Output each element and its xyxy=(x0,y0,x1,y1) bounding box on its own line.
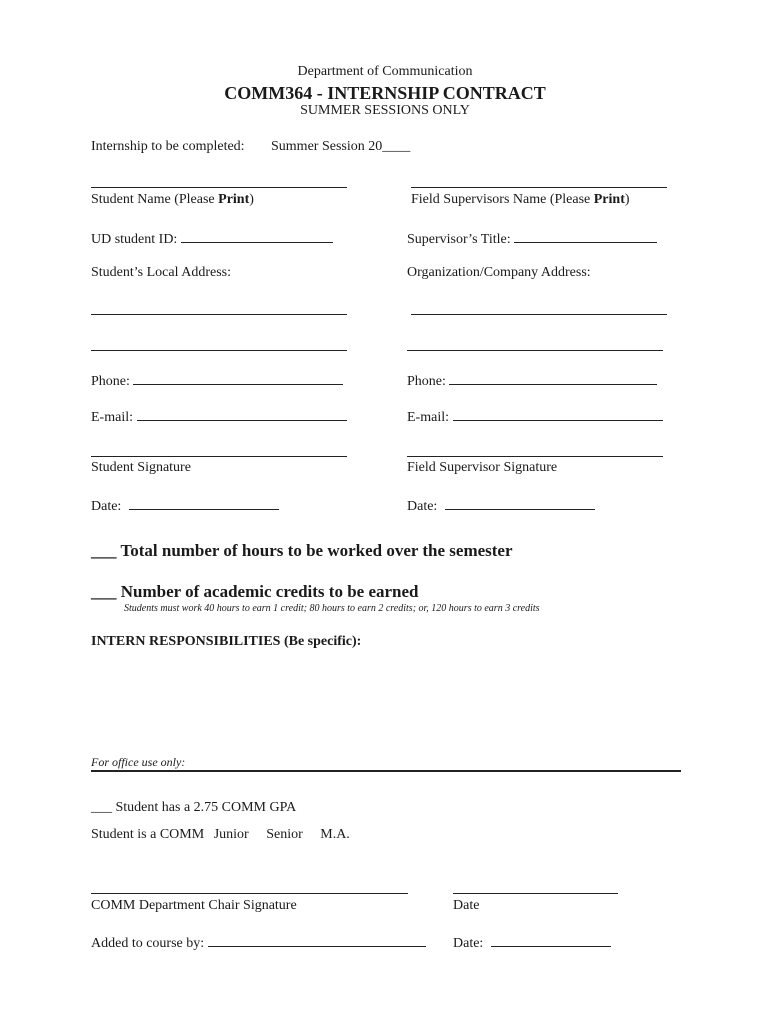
supervisor-date-field[interactable] xyxy=(445,496,595,510)
supervisor-name-line[interactable] xyxy=(411,187,667,188)
chair-date-label: Date xyxy=(453,898,480,913)
student-signature-line[interactable] xyxy=(91,456,347,457)
student-date-row xyxy=(91,496,279,515)
supervisor-phone-row xyxy=(407,371,657,390)
form-title: COMM364 - INTERNSHIP CONTRACT xyxy=(224,83,546,103)
supervisor-email-field[interactable] xyxy=(453,407,663,421)
chair-date-line[interactable] xyxy=(453,893,618,894)
form-subtitle: SUMMER SESSIONS ONLY xyxy=(300,103,470,118)
supervisor-date-row xyxy=(407,496,595,515)
student-id-field[interactable] xyxy=(181,229,333,243)
status-option-junior[interactable]: Junior xyxy=(213,827,249,842)
supervisor-title-label: Supervisor’s Title: xyxy=(407,232,511,247)
status-label: Student is a COMM xyxy=(91,827,205,842)
student-phone-label: Phone: xyxy=(91,374,130,389)
student-id-label: UD student ID: xyxy=(91,232,178,247)
organization-address-line-1[interactable] xyxy=(411,314,667,315)
student-id-row xyxy=(91,229,333,248)
supervisor-email-row xyxy=(407,407,663,426)
added-by-field[interactable] xyxy=(208,933,426,947)
supervisor-title-row xyxy=(407,229,657,248)
supervisor-phone-label: Phone: xyxy=(407,374,446,389)
student-phone-field[interactable] xyxy=(133,371,343,385)
credits-note: Students must work 40 hours to earn 1 credit; 80 hours to earn 2 credits; or, 120 hours to earn 3 credits xyxy=(124,603,540,614)
supervisor-signature-line[interactable] xyxy=(407,456,663,457)
student-date-label: Date: xyxy=(91,499,122,514)
office-use-label: For office use only: xyxy=(91,755,186,769)
gpa-blank[interactable]: ___ xyxy=(91,800,112,815)
added-date-row xyxy=(453,933,611,952)
chair-signature-line[interactable] xyxy=(91,893,408,894)
supervisor-email-label: E-mail: xyxy=(407,410,449,425)
supervisor-title-field[interactable] xyxy=(514,229,657,243)
credits-blank[interactable]: ___ xyxy=(91,582,117,601)
gpa-label: Student has a 2.75 COMM GPA xyxy=(115,800,297,815)
hours-row xyxy=(91,541,513,561)
student-name-label: Student Name (Please Print) xyxy=(91,192,254,207)
student-email-label: E-mail: xyxy=(91,410,133,425)
student-email-row xyxy=(91,407,347,426)
gpa-row xyxy=(91,800,296,816)
student-phone-row xyxy=(91,371,343,390)
supervisor-name-label: Field Supervisors Name (Please Print) xyxy=(411,192,630,207)
chair-signature-label: COMM Department Chair Signature xyxy=(91,898,297,913)
student-email-field[interactable] xyxy=(137,407,347,421)
student-date-field[interactable] xyxy=(129,496,279,510)
credits-row xyxy=(91,582,419,602)
added-row xyxy=(91,933,426,952)
completion-session-field[interactable]: Summer Session 20____ xyxy=(271,139,411,154)
student-address-line-1[interactable] xyxy=(91,314,347,315)
credits-label: Number of academic credits to be earned xyxy=(120,582,419,601)
student-address-label: Student’s Local Address: xyxy=(91,265,231,280)
student-signature-label: Student Signature xyxy=(91,460,191,475)
organization-address-line-2[interactable] xyxy=(407,350,663,351)
status-row xyxy=(91,827,350,843)
department-name: Department of Communication xyxy=(297,64,473,79)
supervisor-date-label: Date: xyxy=(407,499,438,514)
added-label: Added to course by: xyxy=(91,936,205,951)
responsibilities-label: INTERN RESPONSIBILITIES (Be specific): xyxy=(91,634,362,649)
status-option-ma[interactable]: M.A. xyxy=(320,827,350,842)
hours-blank[interactable]: ___ xyxy=(91,541,117,560)
organization-address-label: Organization/Company Address: xyxy=(407,265,591,280)
supervisor-signature-label: Field Supervisor Signature xyxy=(407,460,558,475)
office-use-divider xyxy=(91,770,681,772)
completion-label: Internship to be completed: xyxy=(91,139,245,154)
added-date-label: Date: xyxy=(453,936,484,951)
student-address-line-2[interactable] xyxy=(91,350,347,351)
status-option-senior[interactable]: Senior xyxy=(266,827,303,842)
hours-label: Total number of hours to be worked over the semester xyxy=(120,541,513,560)
added-date-field[interactable] xyxy=(491,933,611,947)
student-name-line[interactable] xyxy=(91,187,347,188)
supervisor-phone-field[interactable] xyxy=(449,371,657,385)
